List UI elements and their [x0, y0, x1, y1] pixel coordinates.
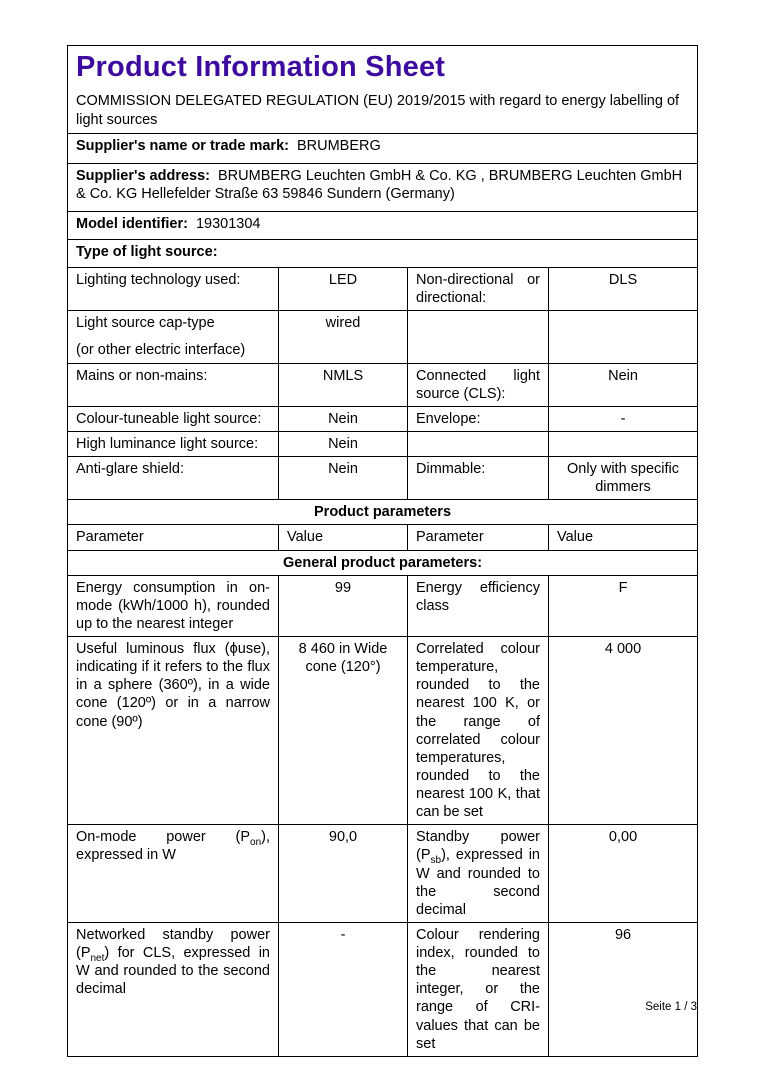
param-cell: Envelope:	[408, 406, 549, 431]
supplier-name-value: BRUMBERG	[296, 138, 381, 155]
value-cell: 0,00	[549, 825, 698, 923]
param-cell: Non-directional or directional:	[408, 268, 549, 311]
page-subtitle: COMMISSION DELEGATED REGULATION (EU) 2019/2015 with regard to energy labelling of light sources	[76, 93, 680, 129]
value-cell: Nein	[279, 457, 408, 500]
column-header: Value	[549, 525, 698, 550]
param-cell	[408, 431, 549, 456]
model-identifier-value: 19301304	[195, 216, 261, 233]
table-row	[68, 268, 698, 311]
value-cell: -	[279, 922, 408, 1056]
value-cell: 8 460 in Wide cone (120°)	[279, 637, 408, 825]
section-header-row	[68, 500, 698, 525]
supplier-address-label: Supplier's address:	[76, 168, 210, 185]
product-parameters-header: Product parameters	[68, 500, 698, 525]
value-cell: -	[549, 406, 698, 431]
value-cell: Nein	[279, 431, 408, 456]
type-of-light-source-cell	[68, 240, 698, 268]
value-cell: Only with specific dimmers	[549, 457, 698, 500]
param-cell: Useful luminous flux (ϕuse), indicating if it refers to the flux in a sphere (360º), in a wide cone (120º) or in a narrow cone (90º)	[68, 637, 279, 825]
page-title: Product Information Sheet	[76, 51, 446, 83]
param-cell: Networked standby power $(P_{net})$ for CLS, expressed in W and rounded to the second decimal	[68, 922, 279, 1056]
value-cell: LED	[279, 268, 408, 311]
supplier-address-row	[68, 164, 698, 212]
param-cell: Dimmable:	[408, 457, 549, 500]
column-header: Parameter	[68, 525, 279, 550]
param-cell: Lighting technology used:	[68, 268, 279, 311]
value-cell	[549, 311, 698, 363]
general-parameters-header: General product parameters:	[68, 550, 698, 575]
value-cell: DLS	[549, 268, 698, 311]
param-cell: Energy efficiency class	[408, 575, 549, 636]
supplier-name-row	[68, 134, 698, 164]
title-row	[68, 46, 698, 134]
column-header: Value	[279, 525, 408, 550]
supplier-address-value: BRUMBERG Leuchten GmbH & Co. KG , BRUMBERG Leuchten GmbH & Co. KG Hellefelder Straße 63 59846 Sundern (Germany)	[76, 168, 683, 203]
type-of-light-source-label: Type of light source:	[76, 244, 218, 261]
value-cell: Nein	[549, 363, 698, 406]
table-row	[68, 825, 698, 923]
table-row	[68, 431, 698, 456]
supplier-address-cell	[68, 164, 698, 212]
param-cell: High luminance light source:	[68, 431, 279, 456]
type-of-light-source-row	[68, 240, 698, 268]
table-row	[68, 406, 698, 431]
section-header-row	[68, 550, 698, 575]
param-cell	[408, 311, 549, 363]
value-cell: 99	[279, 575, 408, 636]
param-cell: Anti-glare shield:	[68, 457, 279, 500]
param-cell: On-mode power $(P_{on})$, expressed in W	[68, 825, 279, 923]
model-identifier-label: Model identifier:	[76, 216, 188, 233]
table-row	[68, 311, 698, 363]
param-cell: Light source cap-type (or other electric interface)	[68, 311, 279, 363]
value-cell: 90,0	[279, 825, 408, 923]
value-cell: 4 000	[549, 637, 698, 825]
title-cell	[68, 46, 698, 134]
table-row	[68, 363, 698, 406]
model-identifier-cell	[68, 212, 698, 240]
supplier-name-cell	[68, 134, 698, 164]
param-cell: Connected light source (CLS):	[408, 363, 549, 406]
value-cell: F	[549, 575, 698, 636]
param-cell: Colour-tuneable light source:	[68, 406, 279, 431]
supplier-name-label: Supplier's name or trade mark:	[76, 138, 289, 155]
table-row	[68, 575, 698, 636]
table-row	[68, 457, 698, 500]
table-row	[68, 922, 698, 1056]
column-header-row	[68, 525, 698, 550]
product-info-table	[67, 45, 698, 1057]
column-header: Parameter	[408, 525, 549, 550]
param-cell: Energy consumption in on-mode (kWh/1000 h), rounded up to the nearest integer	[68, 575, 279, 636]
value-cell: NMLS	[279, 363, 408, 406]
table-row	[68, 637, 698, 825]
value-cell: 96	[549, 922, 698, 1056]
param-cell: Standby power $(P_{sb})$, expressed in W and rounded to the second decimal	[408, 825, 549, 923]
page-number: Seite 1 / 3	[645, 1001, 697, 1013]
model-identifier-row	[68, 212, 698, 240]
value-cell: Nein	[279, 406, 408, 431]
param-cell: Colour rendering index, rounded to the nearest integer, or the range of CRI-values that can be set	[408, 922, 549, 1056]
param-cell: Correlated colour temperature, rounded to the nearest 100 K, or the range of correlated colour temperatures, rounded to the nearest 100 K, that can be set	[408, 637, 549, 825]
value-cell: wired	[279, 311, 408, 363]
value-cell	[549, 431, 698, 456]
param-cell: Mains or non-mains:	[68, 363, 279, 406]
